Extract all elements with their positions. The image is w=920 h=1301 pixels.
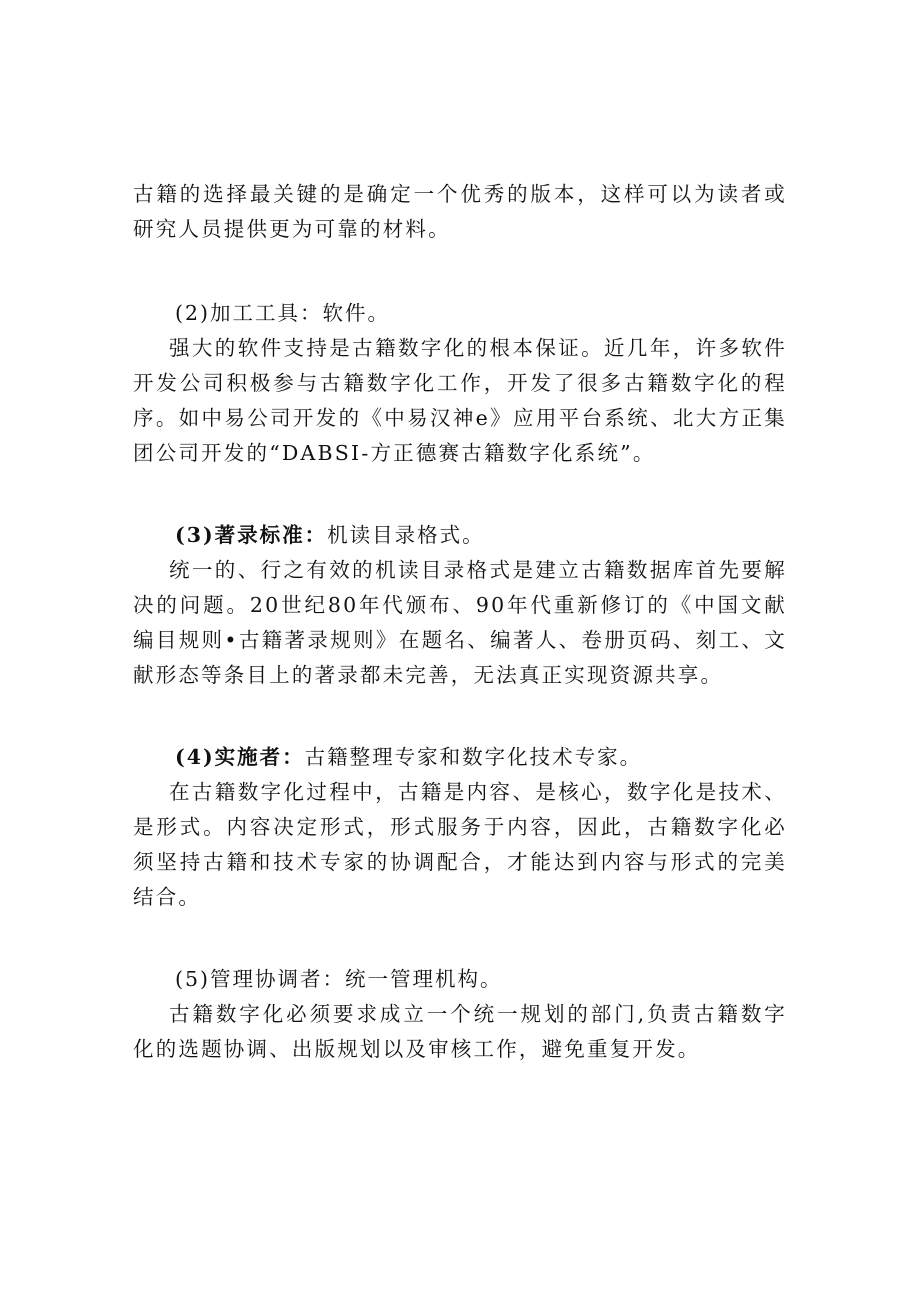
section-heading-2 — [133, 296, 787, 331]
section-gap — [133, 693, 787, 740]
section-body-3: 统一的、行之有效的机读目录格式是建立古籍数据库首先要解决的问题。20世纪80年代颁布、90年代重新修订的《中国文献编目规则•古籍著录规则》在题名、编著人、卷册页码、刻工、文献形态等条目上的著录都未完善，无法真正实现资源共享。 — [133, 558, 787, 687]
section-number: (2) — [175, 301, 211, 325]
section-value: 机读目录格式。 — [327, 523, 485, 547]
section-label: 著录标准： — [214, 523, 328, 547]
section-body-4: 在古籍数字化过程中，古籍是内容、是核心，数字化是技术、是形式。内容决定形式，形式服务于内容，因此，古籍数字化必须坚持古籍和技术专家的协调配合，才能达到内容与形式的完美结合。 — [133, 780, 787, 909]
section-number: (3) — [175, 523, 215, 547]
section-value: 古籍整理专家和数字化技术专家。 — [304, 745, 643, 769]
section-gap — [133, 915, 787, 962]
section-heading-4 — [133, 740, 787, 775]
intro-paragraph: 古籍的选择最关键的是确定一个优秀的版本，这样可以为读者或研究人员提供更为可靠的材料。 — [133, 182, 787, 241]
section-body-5: 古籍数字化必须要求成立一个统一规划的部门,负责古籍数字化的选题协调、出版规划以及审核工作，避免重复开发。 — [133, 1002, 787, 1061]
section-body-2: 强大的软件支持是古籍数字化的根本保证。近几年，许多软件开发公司积极参与古籍数字化工作，开发了很多古籍数字化的程序。如中易公司开发的《中易汉神e》应用平台系统、北大方正集团公司开发的“DABSI-方正德赛古籍数字化系统”。 — [133, 336, 787, 465]
section-number: (5) — [175, 967, 211, 991]
section-value: 软件。 — [322, 301, 391, 325]
section-heading-3 — [133, 518, 787, 553]
section-value: 统一管理机构。 — [345, 967, 503, 991]
section-heading-5 — [133, 962, 787, 997]
section-label: 实施者： — [214, 745, 305, 769]
section-label: 管理协调者： — [210, 967, 346, 991]
section-label: 加工工具： — [210, 301, 323, 325]
section-gap — [133, 471, 787, 518]
section-gap — [133, 247, 787, 296]
section-number: (4) — [175, 745, 215, 769]
document-body — [133, 177, 787, 1067]
